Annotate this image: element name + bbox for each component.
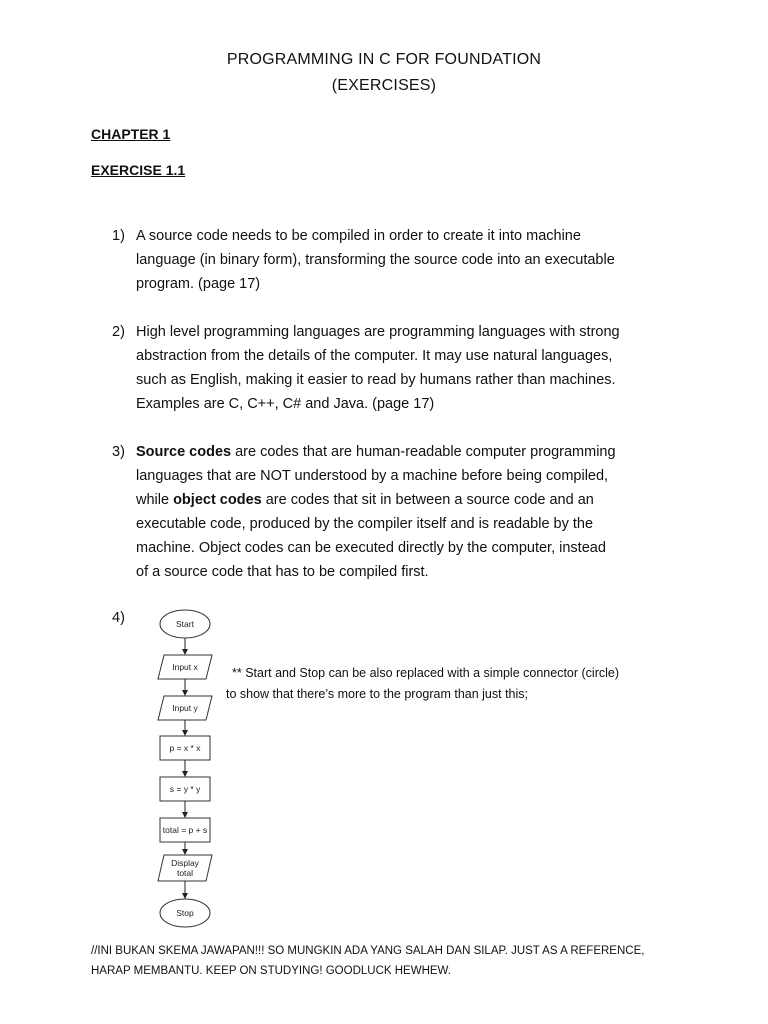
- question-3-line: executable code, produced by the compiler itself and is readable by the: [136, 516, 594, 532]
- flowchart-note-line: ** Start and Stop can be also replaced with a simple connector (circle): [232, 666, 619, 680]
- footer-line: HARAP MEMBANTU. KEEP ON STUDYING! GOODLUCK HEWHEW.: [91, 965, 451, 977]
- question-1-number: 1): [112, 228, 125, 244]
- question-2-line: abstraction from the details of the computer. It may use natural languages,: [136, 348, 613, 364]
- flowchart-input-y-label: Input y: [172, 703, 198, 713]
- question-1-line: A source code needs to be compiled in order to create it into machine: [136, 228, 581, 244]
- document-subtitle: (EXERCISES): [331, 77, 437, 94]
- document-title: PROGRAMMING IN C FOR FOUNDATION: [226, 51, 542, 68]
- question-3-line: machine. Object codes can be executed directly by the computer, instead: [136, 540, 606, 556]
- object-codes-term: object codes: [173, 492, 262, 508]
- question-2-line: such as English, making it easier to read by humans rather than machines.: [136, 372, 616, 388]
- flowchart-display-label: Display: [171, 858, 199, 868]
- flowchart-start-label: Start: [176, 619, 194, 629]
- flowchart-note-line: to show that there’s more to the program than just this;: [226, 687, 529, 701]
- source-codes-term: Source codes: [136, 444, 232, 460]
- question-3-line: while object codes are codes that sit in between a source code and an: [136, 492, 594, 508]
- flowchart-process-p-label: p = x * x: [169, 743, 201, 753]
- question-4-number: 4): [112, 610, 125, 626]
- flowchart-process-s-label: s = y * y: [169, 784, 201, 794]
- question-3-answer: [136, 440, 676, 584]
- footer-disclaimer: [91, 941, 731, 981]
- question-3-line: Source codes are codes that are human-readable computer programming: [136, 444, 616, 460]
- exercise-heading: EXERCISE 1.1: [91, 162, 186, 178]
- question-2-line: High level programming languages are programming languages with strong: [136, 324, 620, 340]
- question-2-answer: [136, 320, 676, 416]
- chapter-heading: CHAPTER 1: [91, 126, 171, 142]
- question-1-line: program. (page 17): [136, 276, 261, 292]
- flowchart-process-total-label: total = p + s: [162, 825, 208, 835]
- question-1-line: language (in binary form), transforming the source code into an executable: [136, 252, 615, 268]
- flowchart-diagram: [150, 604, 222, 930]
- question-3-line: languages that are NOT understood by a machine before being compiled,: [136, 468, 609, 484]
- footer-line: //INI BUKAN SKEMA JAWAPAN!!! SO MUNGKIN ADA YANG SALAH DAN SILAP. JUST AS A REFERENCE,: [91, 945, 645, 957]
- question-1-answer: [136, 224, 676, 296]
- flowchart-display-label: total: [176, 868, 194, 878]
- flowchart-note: [226, 663, 696, 705]
- flowchart-input-x-label: Input x: [172, 662, 198, 672]
- question-2-number: 2): [112, 324, 125, 340]
- flowchart-stop-label: Stop: [176, 908, 194, 918]
- question-2-line: Examples are C, C++, C# and Java. (page 17): [136, 396, 435, 412]
- question-3-line: of a source code that has to be compiled first.: [136, 564, 429, 580]
- question-3-number: 3): [112, 444, 125, 460]
